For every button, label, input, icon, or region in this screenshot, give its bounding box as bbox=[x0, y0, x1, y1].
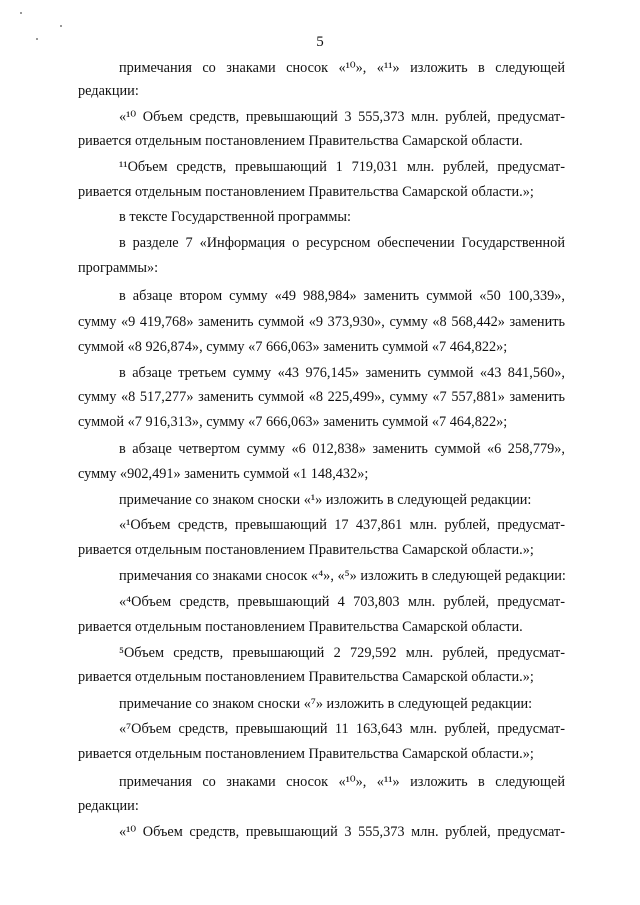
text-line: «¹⁰ Объем средств, превышающий 3 555,373 млн. рублей, предусмат- bbox=[119, 824, 565, 840]
text-line: «¹⁰ Объем средств, превышающий 3 555,373 млн. рублей, предусмат- bbox=[119, 109, 565, 125]
text-line: примечания со знаками сносок «⁴», «⁵» изложить в следующей редакции: bbox=[119, 568, 566, 584]
text-line: в абзаце втором сумму «49 988,984» заменить суммой «50 100,339», bbox=[119, 288, 565, 304]
text-line: «⁴Объем средств, превышающий 4 703,803 млн. рублей, предусмат- bbox=[119, 594, 565, 610]
text-line: в тексте Государственной программы: bbox=[119, 209, 351, 225]
text-line: ривается отдельным постановлением Правительства Самарской области.»; bbox=[78, 184, 534, 200]
text-line: ривается отдельным постановлением Правительства Самарской области.»; bbox=[78, 746, 534, 762]
text-line: редакции: bbox=[78, 83, 139, 99]
text-line: ривается отдельным постановлением Правительства Самарской области. bbox=[78, 133, 523, 149]
scan-speck bbox=[60, 25, 62, 27]
text-line: ¹¹Объем средств, превышающий 1 719,031 млн. рублей, предусмат- bbox=[119, 159, 565, 175]
text-line: редакции: bbox=[78, 798, 139, 814]
text-line: в абзаце третьем сумму «43 976,145» заменить суммой «43 841,560», bbox=[119, 365, 565, 381]
text-line: сумму «9 419,768» заменить суммой «9 373,930», сумму «8 568,442» заменить bbox=[78, 314, 565, 330]
scan-speck bbox=[20, 12, 22, 14]
text-line: ⁵Объем средств, превышающий 2 729,592 млн. рублей, предусмат- bbox=[119, 645, 565, 661]
text-line: в разделе 7 «Информация о ресурсном обеспечении Государственной bbox=[119, 235, 565, 251]
scan-speck bbox=[36, 38, 38, 40]
text-line: примечания со знаками сносок «¹⁰», «¹¹» изложить в следующей bbox=[119, 774, 565, 790]
text-line: примечание со знаком сноски «¹» изложить в следующей редакции: bbox=[119, 492, 532, 508]
text-line: сумму «902,491» заменить суммой «1 148,432»; bbox=[78, 466, 369, 482]
text-line: сумму «8 517,277» заменить суммой «8 225,499», сумму «7 557,881» заменить bbox=[78, 389, 565, 405]
text-line: программы»: bbox=[78, 260, 159, 276]
text-line: в абзаце четвертом сумму «6 012,838» заменить суммой «6 258,779», bbox=[119, 441, 565, 457]
text-line: «⁷Объем средств, превышающий 11 163,643 млн. рублей, предусмат- bbox=[119, 721, 565, 737]
text-line: суммой «8 926,874», сумму «7 666,063» заменить суммой «7 464,822»; bbox=[78, 339, 508, 355]
text-line: примечание со знаком сноски «⁷» изложить в следующей редакции: bbox=[119, 696, 533, 712]
page-number: 5 bbox=[316, 34, 324, 50]
text-line: ривается отдельным постановлением Правительства Самарской области.»; bbox=[78, 669, 534, 685]
text-line: ривается отдельным постановлением Правительства Самарской области. bbox=[78, 619, 523, 635]
text-line: примечания со знаками сносок «¹⁰», «¹¹» изложить в следующей bbox=[119, 60, 565, 76]
text-line: ривается отдельным постановлением Правительства Самарской области.»; bbox=[78, 542, 534, 558]
text-line: «¹Объем средств, превышающий 17 437,861 млн. рублей, предусмат- bbox=[119, 517, 565, 533]
text-line: суммой «7 916,313», сумму «7 666,063» заменить суммой «7 464,822»; bbox=[78, 414, 508, 430]
